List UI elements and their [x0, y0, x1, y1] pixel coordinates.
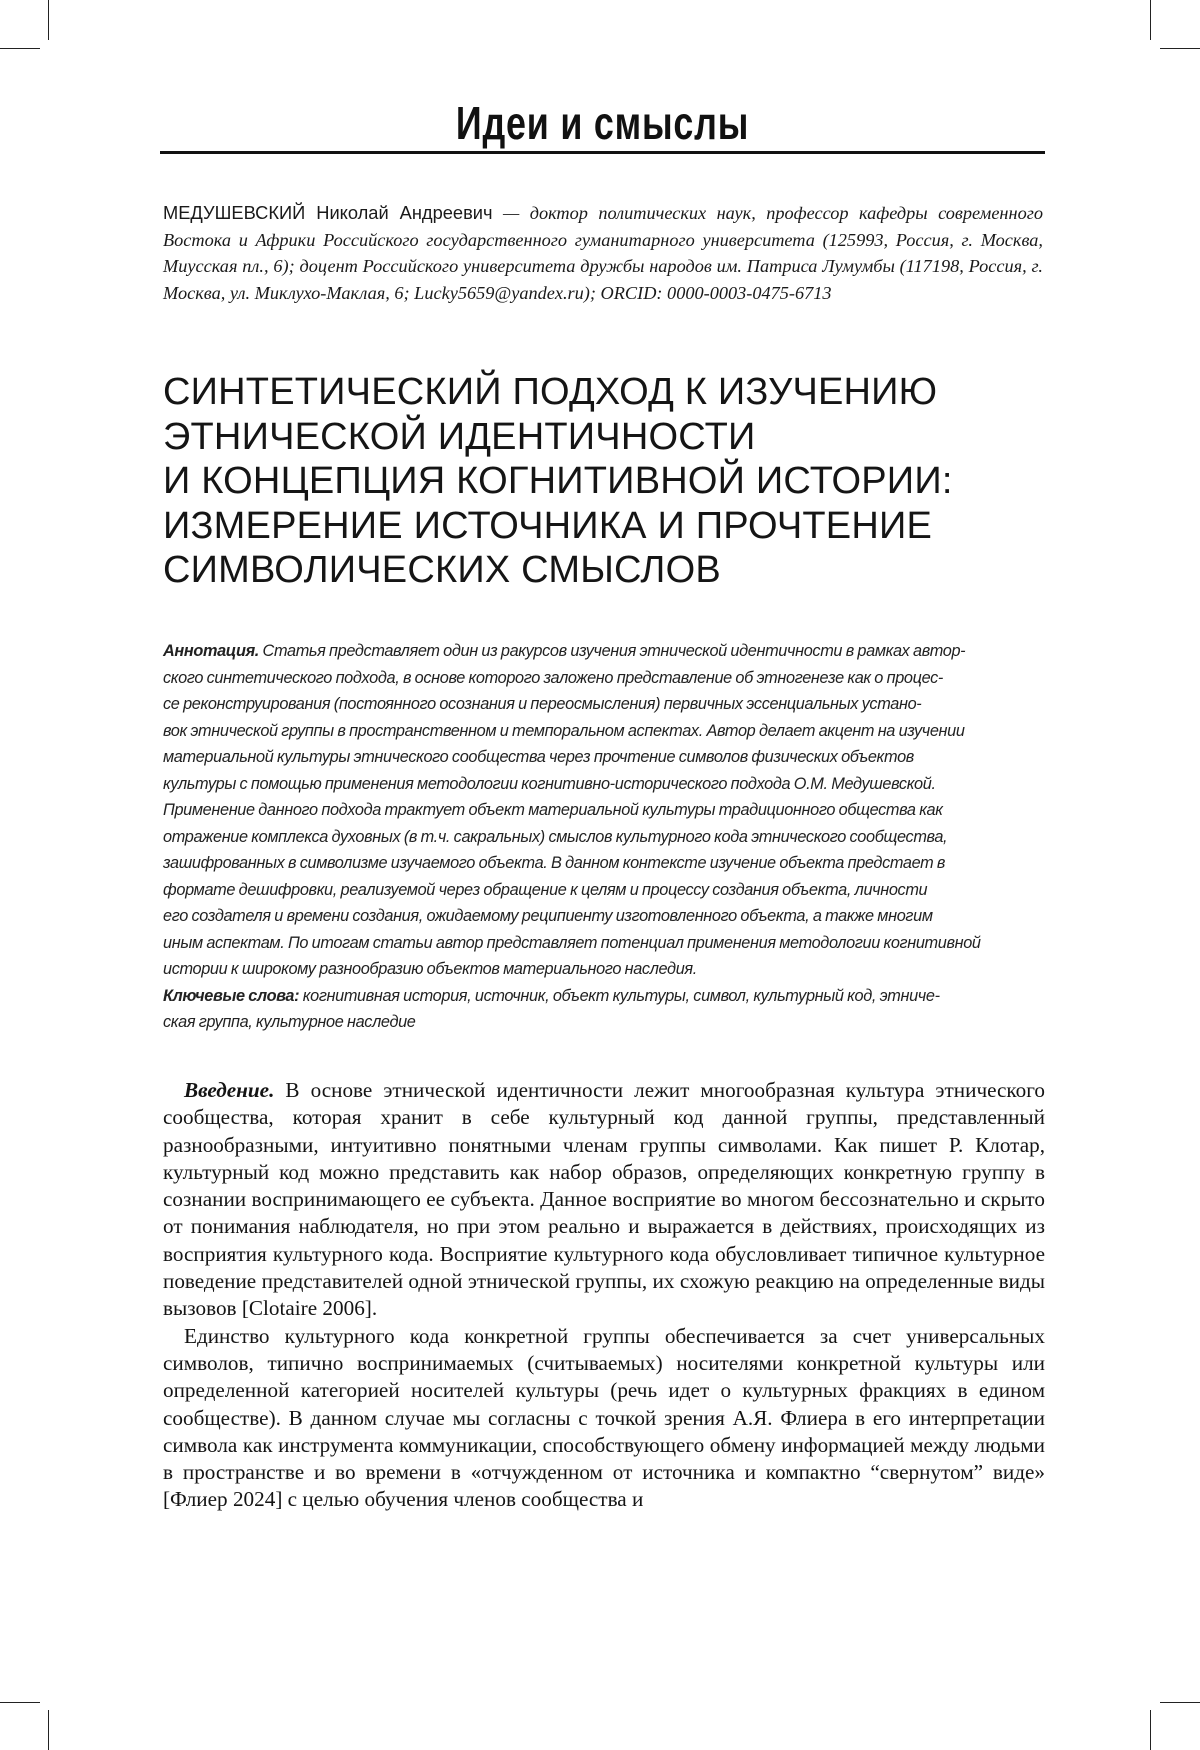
- abstract-line: вок этнической группы в пространственном и темпоральном аспектах. Автор делает акцент на изучении: [163, 721, 965, 740]
- abstract-line: иным аспектам. По итогам статьи автор представляет потенциал применения методологии когнитивной: [163, 933, 981, 952]
- body-paragraph: Единство культурного кода конкретной группы обеспечивается за счет универсальных символов, типично воспринимаемых (считываемых) носителями конкретной культуры или определенной категорией носителей культуры (речь идет о культурных фракциях в едином сообществе). В данном случае мы согласны с точкой зрения А.Я. Флиера в его интерпретации символа как инструмента коммуникации, способствующего обмену информацией между людьми в пространстве и во времени в «отчужденном от источника и компактно “свернутом” виде» [Флиер 2024] с целью обучения членов сообщества и: [163, 1323, 1045, 1512]
- abstract-line: ского синтетического подхода, в основе которого заложено представление об этногенезе как о процес-: [163, 668, 943, 687]
- abstract: [163, 638, 1043, 1036]
- title-line: СИМВОЛИЧЕСКИХ СМЫСЛОВ: [163, 549, 721, 591]
- keywords-line: Ключевые слова: когнитивная история, источник, объект культуры, символ, культурный код, этниче-: [163, 986, 940, 1005]
- header-divider: [160, 151, 1045, 154]
- keywords-label: Ключевые слова:: [163, 986, 300, 1005]
- keywords-line: ская группа, культурное наследие: [163, 1013, 416, 1031]
- crop-mark: [48, 1710, 49, 1750]
- crop-mark: [1160, 48, 1200, 49]
- abstract-line: Применение данного подхода трактует объект материальной культуры традиционного общества как: [163, 801, 943, 819]
- crop-mark: [1150, 1710, 1151, 1750]
- crop-mark: [0, 1702, 40, 1703]
- crop-mark: [48, 0, 49, 40]
- abstract-line: се реконструирования (постоянного осознания и переосмысления) первичных эссенциальных устано-: [163, 695, 922, 713]
- author-info: [163, 200, 1043, 306]
- abstract-line: культуры с помощью применения методологии когнитивно-исторического подхода О.М. Медушевской.: [163, 774, 936, 793]
- abstract-line: Аннотация. Статья представляет один из ракурсов изучения этнической идентичности в рамках автор-: [163, 642, 966, 660]
- abstract-line: отражение комплекса духовных (в т.ч. сакральных) смыслов культурного кода этнического сообщества,: [163, 827, 948, 846]
- body-paragraph: Введение. В основе этнической идентичности лежит многообразная культура этнического сообщества, которая хранит в себе культурный код данной группы, представленный разнообразными, интуитивно понятными членам группы символами. Как пишет Р. Клотар, культурный код можно представить как набор образов, определяющих конкретную группу в сознании воспринимающего ее субъекта. Данное восприятие во многом бессознательно и скрыто от понимания наблюдателя, но при этом реально и выражается в действиях, происходящих из восприятия культурного кода. Восприятие культурного кода обусловливает типичное культурное поведение представителей одной этнической группы, их схожую реакцию на определенные виды вызовов [Clotaire 2006].: [163, 1078, 1045, 1321]
- title-line: И КОНЦЕПЦИЯ КОГНИТИВНОЙ ИСТОРИИ:: [163, 460, 953, 502]
- crop-mark: [0, 48, 40, 49]
- author-name: МЕДУШЕВСКИЙ Николай Андреевич: [163, 202, 493, 223]
- abstract-line: материальной культуры этнического сообщества через прочтение символов физических объектов: [163, 748, 914, 766]
- abstract-line: истории к широкому разнообразию объектов материального наследия.: [163, 960, 697, 978]
- author-bio: — доктор политических наук, профессор кафедры современного Востока и Африки Российского государственного гуманитарного университета (125993, Россия, г. Москва, Миусская пл., 6); доцент Российского университета дружбы народов им. Патриса Лумумбы (117198, Россия, г. Москва, ул. Миклухо-Маклая, 6; Lucky5659@yandex.ru); ORCID: 0000-0003-0475-6713: [163, 203, 1043, 303]
- abstract-line: его создателя и времени создания, ожидаемому реципиенту изготовленного объекта, а также многим: [163, 907, 933, 925]
- abstract-line: формате дешифровки, реализуемой через обращение к целям и процессу создания объекта, личности: [163, 880, 928, 899]
- abstract-line: зашифрованных в символизме изучаемого объекта. В данном контексте изучение объекта предстает в: [163, 854, 946, 872]
- article-body: [163, 1077, 1045, 1514]
- article-title: [163, 370, 1063, 593]
- title-line: ЭТНИЧЕСКОЙ ИДЕНТИЧНОСТИ: [163, 415, 756, 458]
- crop-mark: [1150, 0, 1151, 40]
- abstract-label: Аннотация.: [163, 642, 259, 660]
- section-title: Идеи и смыслы: [455, 97, 750, 149]
- crop-mark: [1160, 1702, 1200, 1703]
- title-line: ИЗМЕРЕНИЕ ИСТОЧНИКА И ПРОЧТЕНИЕ: [163, 504, 933, 547]
- intro-label: Введение.: [184, 1078, 275, 1102]
- title-line: СИНТЕТИЧЕСКИЙ ПОДХОД К ИЗУЧЕНИЮ: [163, 371, 938, 413]
